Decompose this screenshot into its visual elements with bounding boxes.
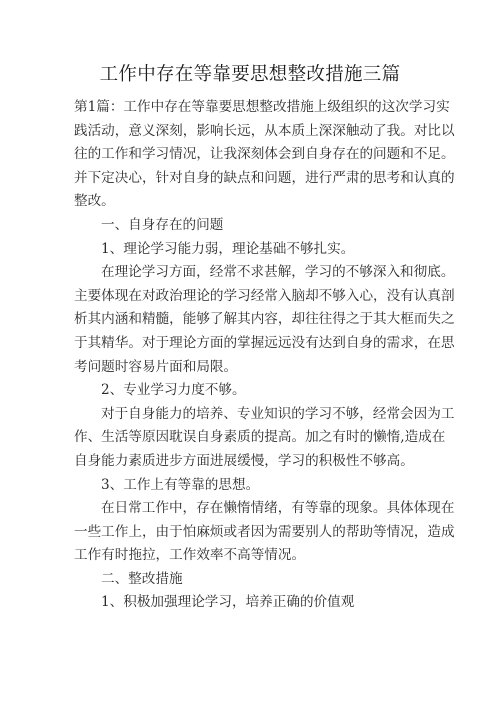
body-line: 对于自身能力的培养、专业知识的学习不够，经常会因为工 [101, 405, 455, 422]
section-heading-problems: 一、自身存在的问题 [101, 216, 224, 233]
body-line: 自身能力素质进步方面进展缓慢，学习的积极性不够高。 [74, 452, 414, 469]
subheading-professional: 2、专业学习力度不够。 [101, 382, 246, 399]
body-line: 于其精华。对于理论方面的掌握远远没有达到自身的需求，在思 [74, 334, 455, 351]
body-line: 析其内涵和精髓，能够了解其内容，却往往得之于其大框而失之 [74, 311, 455, 328]
body-line: 整改。 [74, 193, 115, 210]
body-line: 考问题时容易片面和局限。 [74, 358, 238, 375]
subheading-theory: 1、理论学习能力弱，理论基础不够扎实。 [101, 240, 355, 257]
subheading-strengthen-theory: 1、积极加强理论学习，培养正确的价值观 [101, 594, 355, 611]
body-line: 一些工作上，由于怕麻烦或者因为需要别人的帮助等情况，造成 [74, 523, 455, 540]
body-line: 在日常工作中，存在懒惰情绪，有等靠的现象。具体体现在 [101, 500, 455, 517]
body-line: 在理论学习方面，经常不求甚解，学习的不够深入和彻底。 [101, 264, 455, 281]
body-line: 往的工作和学习情况，让我深刻体会到自身存在的问题和不足。 [74, 146, 455, 163]
document-body [74, 96, 455, 615]
body-line: 工作有时拖拉，工作效率不高等情况。 [74, 547, 306, 564]
body-line: 主要体现在对政治理论的学习经常入脑却不够入心，没有认真剖 [74, 287, 455, 304]
body-line: 第1篇：工作中存在等靠要思想整改措施上级组织的这次学习实 [74, 99, 450, 115]
body-line: 作、生活等原因耽误自身素质的提高。加之有时的懒惰,造成在 [74, 429, 446, 446]
subheading-waiting: 3、工作上有等靠的思想。 [101, 476, 260, 493]
document-title: 工作中存在等靠要思想整改措施三篇 [99, 64, 401, 85]
section-heading-measures: 二、整改措施 [101, 570, 183, 587]
body-line: 并下定决心，针对自身的缺点和问题，进行严肃的思考和认真的 [74, 169, 455, 186]
body-line: 践活动，意义深刻，影响长远，从本质上深深触动了我。对比以 [74, 122, 455, 139]
